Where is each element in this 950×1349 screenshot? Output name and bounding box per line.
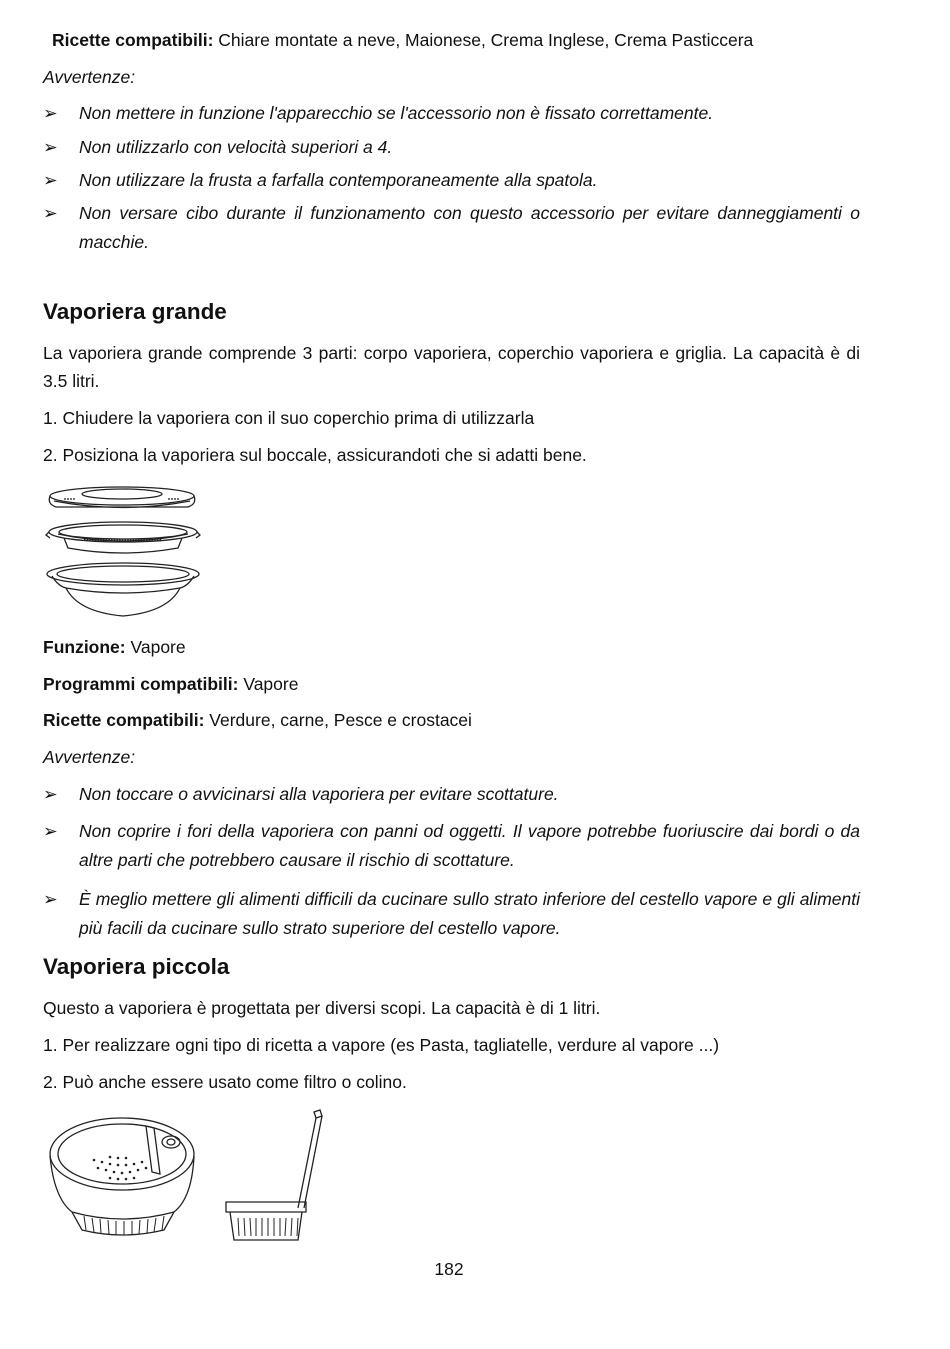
top-warning-text: Non mettere in funzione l'apparecchio se l'accessorio non è fissato correttamente. (79, 103, 714, 123)
large-steamer-warning-item (43, 780, 860, 809)
recipes-value: Verdure, carne, Pesce e crostacei (204, 710, 472, 730)
function-value: Vapore (125, 637, 186, 657)
top-recipes-value: Chiare montate a neve, Maionese, Crema Inglese, Crema Pasticcera (213, 30, 754, 50)
arrowhead-bullet-icon: ➢ (43, 203, 58, 223)
small-steamer-heading: Vaporiera piccola (43, 954, 230, 979)
top-warnings-label: Avvertenze: (43, 67, 136, 87)
top-warning-item (43, 199, 860, 256)
arrowhead-bullet-icon: ➢ (43, 784, 58, 804)
arrowhead-bullet-icon: ➢ (43, 889, 58, 909)
large-steamer-warning-item (43, 885, 860, 942)
top-warning-text: Non utilizzare la frusta a farfalla contemporaneamente alla spatola. (79, 170, 598, 190)
large-steamer-function-line (43, 633, 870, 661)
arrowhead-bullet-icon: ➢ (43, 170, 58, 190)
top-recipes-line (52, 26, 870, 54)
top-warning-item (43, 99, 860, 128)
large-steamer-programs-line (43, 670, 870, 698)
arrowhead-bullet-icon: ➢ (43, 821, 58, 841)
large-steamer-intro: La vaporiera grande comprende 3 parti: corpo vaporiera, coperchio vaporiera e griglia. La capacità è di 3.5 litri. (43, 343, 860, 391)
large-steamer-warning-text: Non coprire i fori della vaporiera con panni od oggetti. Il vapore potrebbe fuoriuscire dai bordi o da altre parti che potrebbero causare il rischio di scottature. (79, 821, 860, 870)
large-steamer-step: 1. Chiudere la vaporiera con il suo coperchio prima di utilizzarla (43, 408, 535, 428)
large-steamer-warning-text: È meglio mettere gli alimenti difficili da cucinare sullo strato inferiore del cestello vapore e gli alimenti più facili da cucinare sullo strato superiore del cestello vapore. (79, 889, 860, 938)
large-steamer-warnings-label: Avvertenze: (43, 747, 136, 767)
top-warning-item (43, 166, 860, 195)
recipes-label: Ricette compatibili: (43, 710, 205, 730)
page-number: 182 (434, 1259, 464, 1279)
arrowhead-bullet-icon: ➢ (43, 137, 58, 157)
large-steamer-warning-item (43, 817, 860, 874)
small-steamer-step: 2. Può anche essere usato come filtro o colino. (43, 1072, 407, 1092)
small-steamer-side-illustration (222, 1108, 328, 1248)
large-steamer-illustration (44, 482, 204, 624)
arrowhead-bullet-icon: ➢ (43, 103, 58, 123)
top-warning-text: Non utilizzarlo con velocità superiori a 4. (79, 137, 393, 157)
large-steamer-recipes-line (43, 706, 870, 734)
small-steamer-intro: Questo a vaporiera è progettata per diversi scopi. La capacità è di 1 litri. (43, 998, 601, 1018)
top-recipes-label: Ricette compatibili: (52, 30, 214, 50)
small-steamer-basket-illustration (46, 1112, 206, 1242)
function-label: Funzione: (43, 637, 126, 657)
large-steamer-heading: Vaporiera grande (43, 299, 227, 324)
programs-label: Programmi compatibili: (43, 674, 239, 694)
small-steamer-step: 1. Per realizzare ogni tipo di ricetta a vapore (es Pasta, tagliatelle, verdure al vapore ...) (43, 1035, 720, 1055)
top-warning-text: Non versare cibo durante il funzionamento con questo accessorio per evitare danneggiamenti o macchie. (79, 203, 860, 252)
large-steamer-warning-text: Non toccare o avvicinarsi alla vaporiera per evitare scottature. (79, 784, 559, 804)
large-steamer-step: 2. Posiziona la vaporiera sul boccale, assicurandoti che si adatti bene. (43, 445, 587, 465)
programs-value: Vapore (238, 674, 299, 694)
top-warning-item (43, 133, 860, 162)
